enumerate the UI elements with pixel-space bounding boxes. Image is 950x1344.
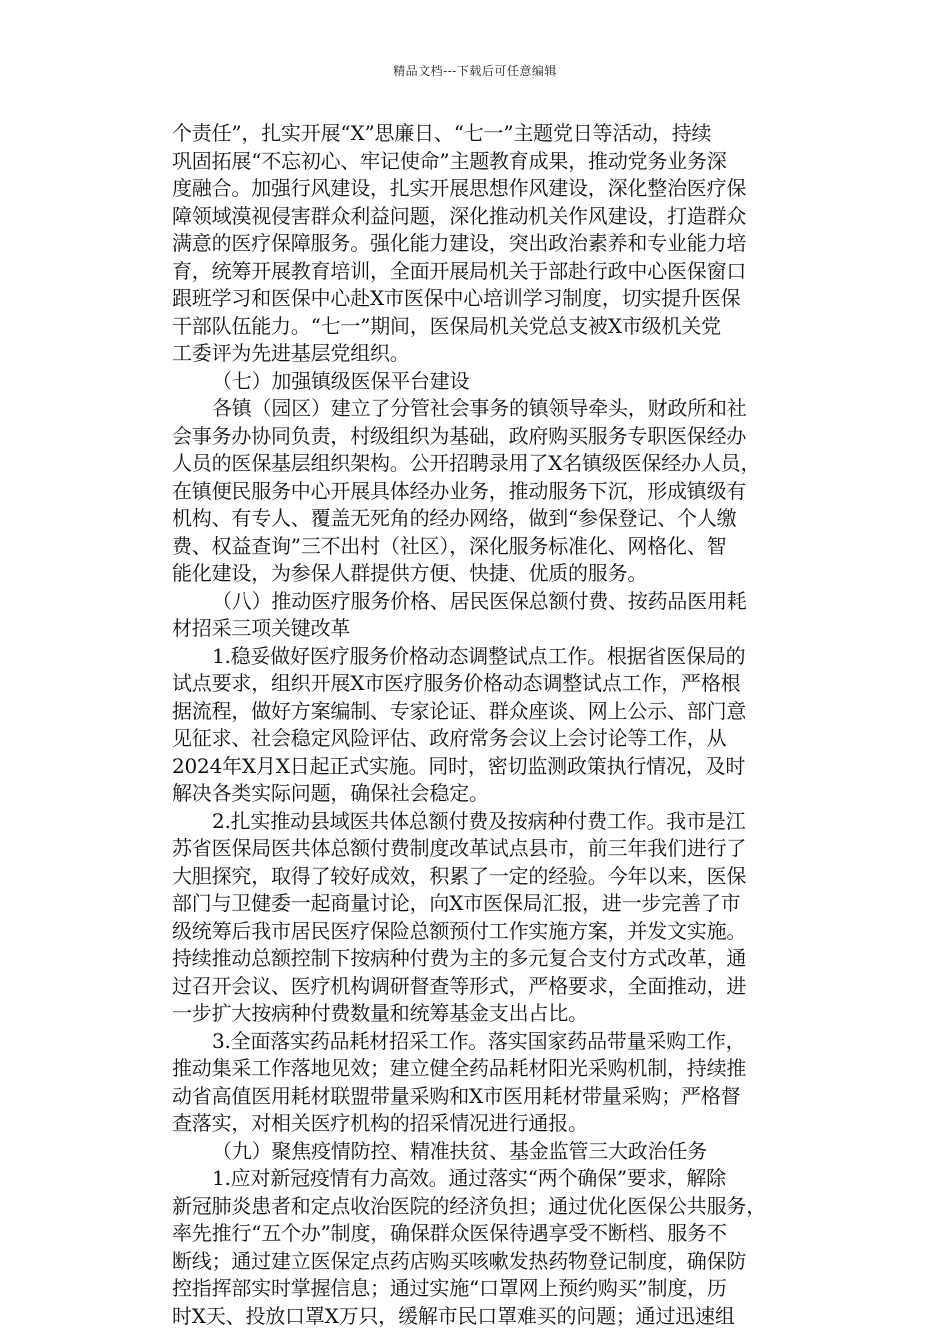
text-line: 查落实，对相关医疗机构的招采情况进行通报。	[172, 1111, 588, 1135]
text-line: 持续推动总额控制下按病种付费为主的多元复合支付方式改革，通	[172, 946, 747, 970]
text-line: 个责任”，扎实开展“X”思廉日、“七一”主题党日等活动，持续	[172, 121, 712, 145]
text-line: 工委评为先进基层党组织。	[172, 341, 410, 365]
text-line: 时X天、投放口罩X万只，缓解市民口罩难买的问题；通过迅速组	[172, 1303, 735, 1328]
text-line: 度融合。加强行风建设，扎实开展思想作风建设，深化整治医疗保	[172, 176, 747, 200]
text-line: 能化建设，为参保人群提供方便、快捷、优质的服务。	[172, 561, 648, 585]
text-line: 解决各类实际问题，确保社会稳定。	[172, 781, 489, 805]
text-line: 1.稳妥做好医疗服务价格动态调整试点工作。根据省医保局的	[212, 643, 746, 668]
text-line: 材招采三项关键改革	[172, 616, 351, 640]
text-line: 大胆探究，取得了较好成效，积累了一定的经验。今年以来，医保	[172, 863, 747, 888]
text-line: （九）聚焦疫情防控、精准扶贫、基金监管三大政治任务	[212, 1138, 707, 1163]
text-line: 2024年X月X日起正式实施。同时，密切监测政策执行情况，及时	[172, 753, 746, 778]
text-line: 过召开会议、医疗机构调研督查等形式，严格要求，全面推动，进	[172, 973, 747, 998]
text-line: 费、权益查询”三不出村（社区），深化服务标准化、网格化、智	[172, 533, 727, 558]
text-line: 障领域漠视侵害群众利益问题，深化推动机关作风建设，打造群众	[172, 203, 747, 228]
text-line: 见征求、社会稳定风险评估、政府常务会议上会讨论等工作，从	[172, 726, 727, 750]
text-line: 在镇便民服务中心开展具体经办业务，推动服务下沉，形成镇级有	[172, 478, 747, 503]
text-line: 推动集采工作落地见效；建立健全药品耗材阳光采购机制，持续推	[172, 1056, 747, 1080]
text-line: 一步扩大按病种付费数量和统筹基金支出占比。	[172, 1001, 588, 1025]
text-line: 各镇（园区）建立了分管社会事务的镇领导牵头，财政所和社	[212, 396, 747, 420]
text-line: 控指挥部实时掌握信息；通过实施“口罩网上预约购买”制度，历	[172, 1276, 727, 1300]
text-line: 会事务办协同负责，村级组织为基础，政府购买服务专职医保经办	[172, 423, 747, 448]
text-line: 断线；通过建立医保定点药店购买咳嗽发热药物登记制度，确保防	[172, 1248, 747, 1273]
text-line: 苏省医保局医共体总额付费制度改革试点县市，前三年我们进行了	[172, 836, 747, 860]
text-line: 跟班学习和医保中心赴X市医保中心培训学习制度，切实提升医保	[172, 286, 741, 310]
text-line: 机构、有专人、覆盖无死角的经办网络，做到“参保登记、个人缴	[172, 506, 737, 530]
text-line: 1.应对新冠疫情有力高效。通过落实“两个确保”要求，解除	[212, 1166, 726, 1190]
text-line: 动省高值医用耗材联盟带量采购和X市医用耗材带量采购；严格督	[172, 1083, 741, 1108]
text-line: 人员的医保基层组织架构。公开招聘录用了X名镇级医保经办人员，	[172, 451, 761, 475]
text-line: 级统筹后我市居民医疗保险总额预付工作实施方案，并发文实施。	[172, 918, 747, 943]
text-line: 试点要求，组织开展X市医疗服务价格动态调整试点工作，严格根	[172, 671, 741, 695]
text-line: 满意的医疗保障服务。强化能力建设，突出政治素养和专业能力培	[172, 231, 747, 255]
text-line: 据流程，做好方案编制、专家论证、群众座谈、网上公示、部门意	[172, 698, 747, 723]
text-line: 新冠肺炎患者和定点收治医院的经济负担；通过优化医保公共服务，	[172, 1193, 766, 1218]
text-line: 3.全面落实药品耗材招采工作。落实国家药品带量采购工作，	[212, 1028, 746, 1053]
text-line: 育，统筹开展教育培训，全面开展局机关于部赴行政中心医保窗口	[172, 258, 747, 283]
text-line: 巩固拓展“不忘初心、牢记使命”主题教育成果，推动党务业务深	[172, 148, 727, 173]
document-body	[172, 120, 832, 1330]
text-line: 部门与卫健委一起商量讨论，向X市医保局汇报，进一步完善了市	[172, 891, 741, 915]
text-line: 2.扎实推动县域医共体总额付费及按病种付费工作。我市是江	[212, 808, 746, 833]
text-line: 率先推行“五个办”制度，确保群众医保待遇享受不断档、服务不	[172, 1221, 727, 1245]
page-header: 精品文档---下载后可任意编辑	[393, 64, 557, 78]
text-line: （七）加强镇级医保平台建设	[212, 368, 470, 393]
text-line: 干部队伍能力。“七一”期间，医保局机关党总支被X市级机关党	[172, 313, 721, 338]
text-line: （八）推动医疗服务价格、居民医保总额付费、按药品医用耗	[212, 588, 747, 613]
